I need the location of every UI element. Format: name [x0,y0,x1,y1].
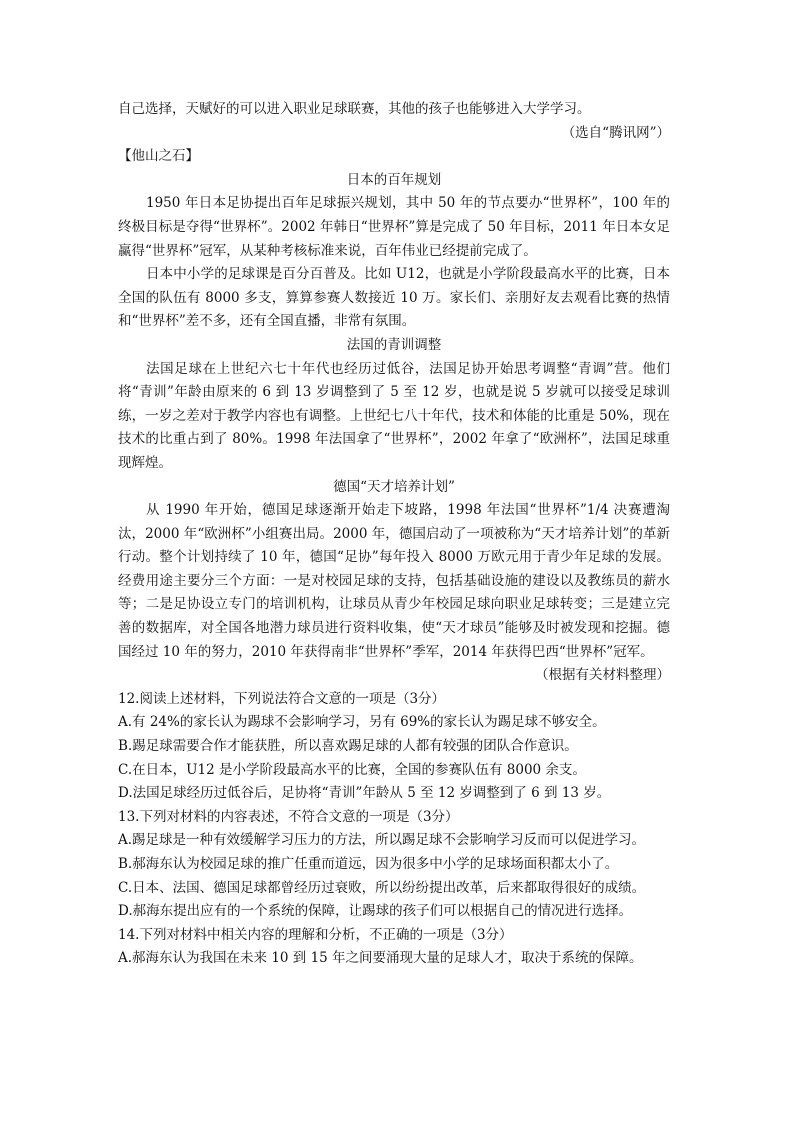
question-option: B.踢足球需要合作才能获胜，所以喜欢踢足球的人都有较强的团队合作意识。 [118,738,578,755]
source-tencent: （选自“腾讯网”） [561,124,670,141]
question-option: C.日本、法国、德国足球都曾经历过衰败，所以纷纷提出改革，后来都取得很好的成绩。 [118,879,646,896]
question-option: D.法国足球经历过低谷后，足协将“青训”年龄从 5 至 12 岁调整到了 6 到 13 岁。 [118,785,611,802]
question-14 [118,924,670,971]
japan-paragraph-1: 1950 年日本足协提出百年足球振兴规划，其中 50 年的节点要办“世界杯”，100 年的终极目标是夺得“世界杯”。2002 年韩日“世界杯”算是完成了 50 年目标，2011 年日本女足赢得“世界杯”冠军，从某种考核标准来说，百年伟业已经提前完成了。 [118,195,670,259]
section-heading: 【他山之石】 [118,148,199,165]
continued-line: 自己选择，天赋好的可以进入职业足球联赛，其他的孩子也能够进入大学学习。 [118,101,591,117]
question-stem: 12.阅读上述材料，下列说法符合文意的一项是（3分） [118,690,446,707]
germany-paragraph-1: 从 1990 年开始，德国足球逐渐开始走下坡路，1998 年法国“世界杯”1/4 决赛遭淘汰，2000 年“欧洲杯”小组赛出局。2000 年，德国启动了一项被称为“天才培养计划”的革新行动。整个计划持续了 10 年，德国“足协”每年投入 8000 万欧元用于青少年足球的发展。经费用途主要分三个方面：一是对校园足球的支持，包括基础设施的建设以及教练员的薪水等；二是足协设立专门的培训机构，让球员从青少年校园足球向职业足球转变；三是建立完善的数据库，对全国各地潜力球员进行资料收集，使“天才球员”能够及时被发现和挖掘。德国经过 10 年的努力，2010 年获得南非“世界杯”季军，2014 年获得巴西“世界杯”冠军。 [118,502,670,660]
question-13 [118,806,670,924]
question-12 [118,688,670,806]
question-option: B.郝海东认为校园足球的推广任重而道远，因为很多中小学的足球场面积都太小了。 [118,856,619,872]
question-option: C.在日本，U12 是小学阶段最高水平的比赛，全国的参赛队伍有 8000 余支。 [118,761,586,778]
question-option: A.郝海东认为我国在未来 10 到 15 年之间要涌现大量的足球人才，取决于系统的保障。 [118,950,643,967]
question-stem: 13.下列对材料的内容表述，不符合文意的一项是（3分） [118,808,459,825]
question-option: A.有 24%的家长认为踢球不会影响学习，另有 69%的家长认为踢足球不够安全。 [118,714,606,731]
japan-paragraph-2: 日本中小学的足球课是百分百普及。比如 U12，也就是小学阶段最高水平的比赛，日本全国的队伍有 8000 多支，算算参赛人数接近 10 万。家长们、亲朋好友去观看比赛的热情和“世界杯”差不多，还有全国直播，非常有氛围。 [118,266,670,330]
question-stem: 14.下列对材料中相关内容的理解和分析，不正确的一项是（3分） [118,926,513,943]
document-body [118,98,670,971]
germany-title: 德国“天才培养计划” [333,478,455,495]
japan-title: 日本的百年规划 [346,171,442,188]
question-option: A.踢足球是一种有效缓解学习压力的方法，所以踢足球不会影响学习反而可以促进学习。 [118,832,646,849]
france-paragraph-1: 法国足球在上世纪六七十年代也经历过低谷，法国足协开始思考调整“青调”营。他们将“青训”年龄由原来的 6 到 13 岁调整到了 5 至 12 岁，也就是说 5 岁就可以接受足球训练，一岁之差对于教学内容也有调整。上世纪七八十年代，技术和体能的比重是 50%，现在技术的比重占到了 80%。1998 年法国拿了“世界杯”，2002 年拿了“欧洲杯”，法国足球重现辉煌。 [118,360,670,471]
source-compiled: （根据有关材料整理） [535,667,670,684]
france-title: 法国的青训调整 [346,336,442,353]
question-option: D.郝海东提出应有的一个系统的保障，让踢球的孩子们可以根据自己的情况进行选择。 [118,903,633,920]
